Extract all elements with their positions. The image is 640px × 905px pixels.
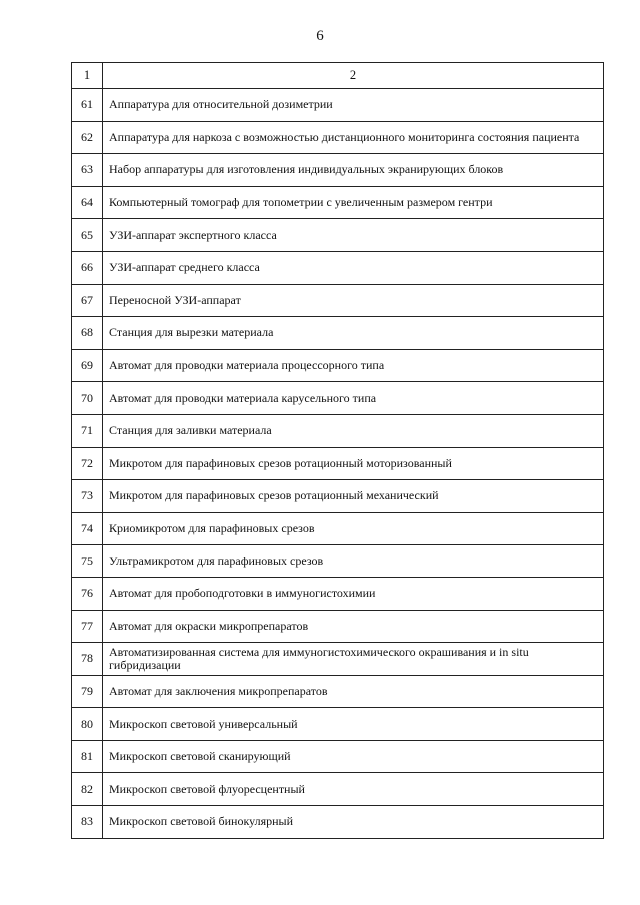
equipment-name: Набор аппаратуры для изготовления индивидуальных экранирующих блоков: [103, 154, 604, 187]
column-header-number: 1: [72, 63, 103, 89]
row-number: 83: [72, 806, 103, 839]
table-row: [72, 219, 604, 252]
table-row: [72, 186, 604, 219]
table-row: [72, 447, 604, 480]
table-row: [72, 545, 604, 578]
table-row: [72, 251, 604, 284]
row-number: 63: [72, 154, 103, 187]
table-row: [72, 349, 604, 382]
table-row: [72, 121, 604, 154]
equipment-name: УЗИ-аппарат экспертного класса: [103, 219, 604, 252]
row-number: 79: [72, 675, 103, 708]
row-number: 75: [72, 545, 103, 578]
row-number: 78: [72, 643, 103, 676]
equipment-name: Аппаратура для наркоза с возможностью дистанционного мониторинга состояния пациента: [103, 121, 604, 154]
equipment-name: Автомат для окраски микропрепаратов: [103, 610, 604, 643]
table-row: [72, 154, 604, 187]
equipment-name: Аппаратура для относительной дозиметрии: [103, 89, 604, 122]
table-row: [72, 675, 604, 708]
table-row: [72, 806, 604, 839]
table-row: [72, 382, 604, 415]
row-number: 67: [72, 284, 103, 317]
row-number: 65: [72, 219, 103, 252]
page-number: 6: [316, 28, 324, 44]
row-number: 73: [72, 480, 103, 513]
row-number: 66: [72, 251, 103, 284]
equipment-name: Автомат для пробоподготовки в иммуногистохимии: [103, 577, 604, 610]
row-number: 68: [72, 317, 103, 350]
equipment-name: Переносной УЗИ-аппарат: [103, 284, 604, 317]
table-row: [72, 284, 604, 317]
table-row: [72, 512, 604, 545]
equipment-name: Автомат для заключения микропрепаратов: [103, 675, 604, 708]
equipment-name: Станция для заливки материала: [103, 414, 604, 447]
table-row: [72, 643, 604, 676]
equipment-name: Криомикротом для парафиновых срезов: [103, 512, 604, 545]
equipment-name: Микроскоп световой флуоресцентный: [103, 773, 604, 806]
row-number: 80: [72, 708, 103, 741]
equipment-name: Станция для вырезки материала: [103, 317, 604, 350]
equipment-name: Микротом для парафиновых срезов ротационный механический: [103, 480, 604, 513]
row-number: 76: [72, 577, 103, 610]
equipment-table: [71, 62, 604, 839]
table-row: [72, 577, 604, 610]
equipment-name: Компьютерный томограф для топометрии с увеличенным размером гентри: [103, 186, 604, 219]
equipment-name: Микроскоп световой универсальный: [103, 708, 604, 741]
row-number: 72: [72, 447, 103, 480]
row-number: 71: [72, 414, 103, 447]
row-number: 62: [72, 121, 103, 154]
table-row: [72, 773, 604, 806]
table-row: [72, 317, 604, 350]
row-number: 82: [72, 773, 103, 806]
equipment-name: Микроскоп световой бинокулярный: [103, 806, 604, 839]
row-number: 77: [72, 610, 103, 643]
row-number: 64: [72, 186, 103, 219]
equipment-name: Микроскоп световой сканирующий: [103, 740, 604, 773]
row-number: 81: [72, 740, 103, 773]
table-header-row: [72, 63, 604, 89]
row-number: 70: [72, 382, 103, 415]
equipment-name: Микротом для парафиновых срезов ротационный моторизованный: [103, 447, 604, 480]
table-row: [72, 740, 604, 773]
table-row: [72, 708, 604, 741]
table-row: [72, 610, 604, 643]
equipment-name: Автоматизированная система для иммуногистохимического окрашивания и in situ гибридизации: [103, 643, 604, 676]
equipment-name: УЗИ-аппарат среднего класса: [103, 251, 604, 284]
equipment-name: Автомат для проводки материала карусельного типа: [103, 382, 604, 415]
equipment-name: Ультрамикротом для парафиновых срезов: [103, 545, 604, 578]
table-row: [72, 414, 604, 447]
row-number: 61: [72, 89, 103, 122]
table-row: [72, 89, 604, 122]
equipment-name: Автомат для проводки материала процессорного типа: [103, 349, 604, 382]
column-header-name: 2: [103, 63, 604, 89]
row-number: 74: [72, 512, 103, 545]
table-row: [72, 480, 604, 513]
row-number: 69: [72, 349, 103, 382]
